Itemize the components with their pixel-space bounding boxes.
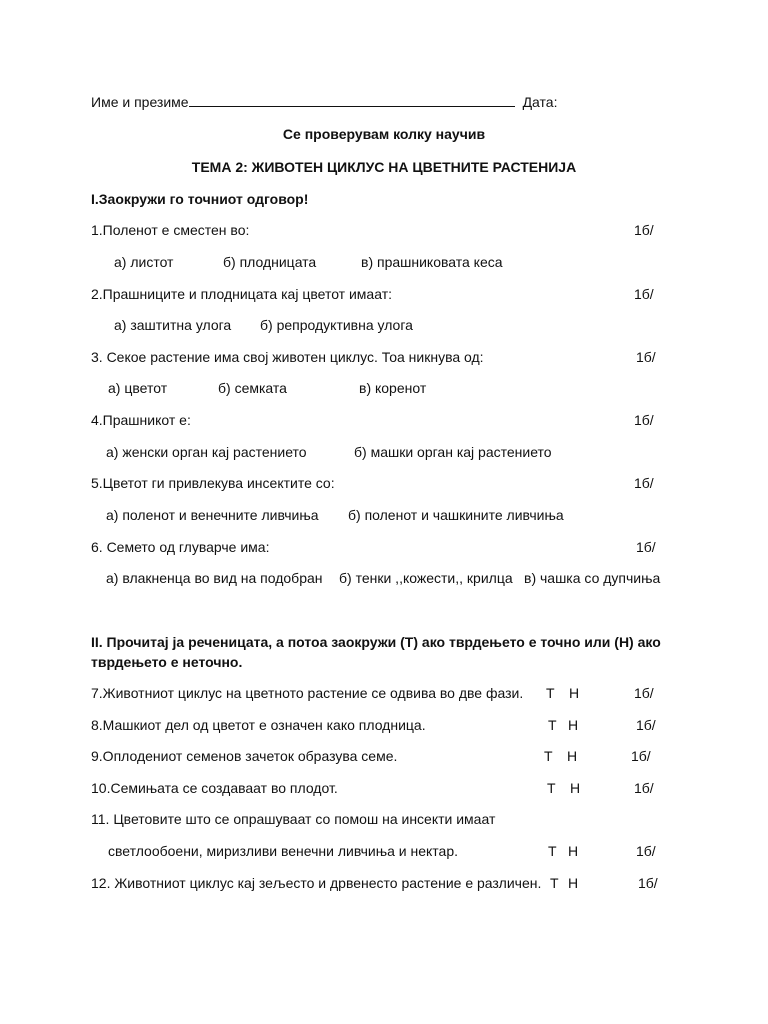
statement-11-true[interactable]: Т [548,843,557,859]
question-6-option-a[interactable]: а) влакненца во вид на подобран [106,570,323,586]
question-1-option-c[interactable]: в) прашниковата кеса [361,254,503,270]
statement-8-true[interactable]: Т [548,717,557,733]
statement-12-true[interactable]: Т [550,875,559,891]
question-1-option-a[interactable]: а) листот [114,254,174,270]
page-subtitle: ТЕМА 2: ЖИВОТЕН ЦИКЛУС НА ЦВЕТНИТЕ РАСТЕНИЈА [191,159,577,175]
question-3-points: 1б/ [636,349,656,365]
statement-10-points: 1б/ [634,780,654,796]
question-1-text: 1.Поленот е сместен во: [91,222,250,238]
question-4-option-b[interactable]: б) машки орган кај растението [354,444,552,460]
statement-9-false[interactable]: Н [567,748,578,764]
name-date-line [91,92,557,111]
statement-10-false[interactable]: Н [570,780,581,796]
question-2-points: 1б/ [634,286,654,302]
question-5-points: 1б/ [634,475,654,491]
section1-heading: I.Заокружи го точниот одговор! [91,191,309,207]
question-1-option-b[interactable]: б) плодницата [223,254,317,270]
question-4-option-a[interactable]: а) женски орган кај растението [106,444,307,460]
question-6-option-b[interactable]: б) тенки ,,кожести,, крилца [339,570,513,586]
question-5-option-b[interactable]: б) поленот и чашкините ливчиња [348,507,564,523]
statement-7-text: 7.Животниот циклус на цветното растение се одвива во две фази. [91,685,524,701]
question-2-option-a[interactable]: а) заштитна улога [114,317,232,333]
statement-11-false[interactable]: Н [568,843,579,859]
question-3-option-a[interactable]: а) цветот [108,380,168,396]
statement-11-text-cont: светлообоени, миризливи венечни ливчиња и нектар. [108,843,459,859]
date-label: Дата: [522,94,558,110]
question-2-text: 2.Прашниците и плодницата кај цветот имаат: [91,286,392,302]
statement-11-text: 11. Цветовите што се опрашуваат со помош на инсекти имаат [91,811,496,827]
name-label: Име и презиме [91,94,189,110]
statement-10-text: 10.Семињата се создаваат во плодот. [91,780,338,796]
statement-9-points: 1б/ [631,748,651,764]
statement-9-true[interactable]: Т [544,748,553,764]
statement-12-false[interactable]: Н [568,875,579,891]
statement-8-text: 8.Машкиот дел од цветот е означен како плодница. [91,717,426,733]
question-6-text: 6. Семето од глуварче има: [91,539,270,555]
page-title: Се проверувам колку научив [282,126,486,142]
question-5-text: 5.Цветот ги привлекува инсектите со: [91,475,335,491]
statement-10-true[interactable]: Т [547,780,556,796]
statement-11-points: 1б/ [636,843,656,859]
section2-heading-line2: тврдењето е неточно. [91,654,243,670]
statement-8-false[interactable]: Н [568,717,579,733]
statement-12-points: 1б/ [638,875,658,891]
statement-7-true[interactable]: Т [546,685,555,701]
question-4-text: 4.Прашникот е: [91,412,191,428]
statement-8-points: 1б/ [636,717,656,733]
question-3-option-c[interactable]: в) коренот [359,380,427,396]
statement-9-text: 9.Оплодениот семенов зачеток образува семе. [91,748,398,764]
question-4-points: 1б/ [634,412,654,428]
statement-7-false[interactable]: Н [569,685,580,701]
section2-heading-line1: II. Прочитај ја реченицата, а потоа заокружи (Т) ако тврдењето е точно или (Н) ако [91,634,661,650]
question-5-option-a[interactable]: а) поленот и венечните ливчиња [106,507,319,523]
statement-12-text: 12. Животниот циклус кај зељесто и дрвенесто растение е различен. [91,875,542,891]
name-blank-line[interactable] [189,92,515,107]
question-6-points: 1б/ [636,539,656,555]
question-2-option-b[interactable]: б) репродуктивна улога [260,317,413,333]
question-3-option-b[interactable]: б) семката [218,380,287,396]
statement-7-points: 1б/ [634,685,654,701]
question-1-points: 1б/ [634,222,654,238]
question-3-text: 3. Секое растение има свој животен циклус. Тоа никнува од: [91,349,484,365]
question-6-option-c[interactable]: в) чашка со дупчиња [524,570,661,586]
